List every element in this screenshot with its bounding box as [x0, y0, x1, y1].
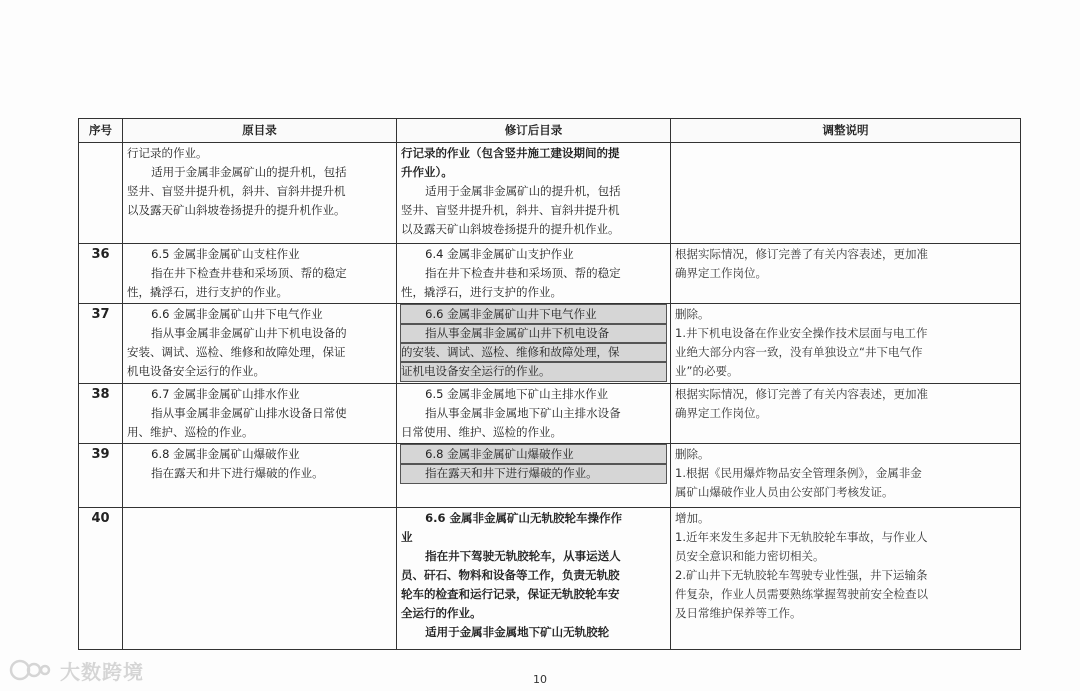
- note-cell: [671, 244, 1021, 304]
- text-line: 适用于金属非金属矿山的提升机，包括: [425, 184, 621, 198]
- table-row: [79, 384, 1021, 444]
- text-line: 行记录的作业（包含竖井施工建设期间的提: [401, 146, 620, 160]
- text-line: 增加。: [675, 511, 710, 525]
- header-note: 调整说明: [671, 119, 1021, 143]
- row-number: 37: [79, 304, 123, 384]
- revised-cell: [397, 508, 671, 650]
- text-line: 员、矸石、物料和设备等工作，负责无轨胶: [401, 568, 620, 582]
- note-cell: [671, 304, 1021, 384]
- table-row: [79, 304, 1021, 384]
- catalog-table: [78, 118, 1021, 650]
- table-row: [79, 244, 1021, 304]
- text-line: 日常使用、维护、巡检的作业。: [401, 425, 562, 439]
- revised-cell: [397, 384, 671, 444]
- highlighted-line: 6.8 金属非金属矿山爆破作业: [401, 445, 666, 464]
- revised-cell: [397, 444, 671, 508]
- text-line: 删除。: [675, 307, 710, 321]
- text-line: 升作业）。: [401, 165, 453, 179]
- text-line: 件复杂，作业人员需要熟练掌握驾驶前安全检查以: [675, 587, 928, 601]
- text-line: 性，撬浮石，进行支护的作业。: [127, 285, 288, 299]
- text-line: 业: [401, 530, 413, 544]
- text-line: 性，撬浮石，进行支护的作业。: [401, 285, 562, 299]
- original-cell: [123, 384, 397, 444]
- text-line: 指从事金属非金属矿山井下机电设备的: [151, 326, 347, 340]
- text-line: 全运行的作业。: [401, 606, 482, 620]
- text-line: 竖井、盲竖井提升机，斜井、盲斜井提升机: [401, 203, 620, 217]
- revised-cell: [397, 143, 671, 244]
- text-line: 确界定工作岗位。: [675, 266, 767, 280]
- original-cell: [123, 304, 397, 384]
- row-number: 39: [79, 444, 123, 508]
- text-line: 用、维护、巡检的作业。: [127, 425, 254, 439]
- note-cell: [671, 508, 1021, 650]
- table-header-row: [79, 119, 1021, 143]
- text-line: 适用于金属非金属矿山的提升机，包括: [151, 165, 347, 179]
- row-number: [79, 143, 123, 244]
- text-line: 6.4 金属非金属矿山支护作业: [425, 247, 574, 261]
- header-revised: 修订后目录: [397, 119, 671, 143]
- header-original: 原目录: [123, 119, 397, 143]
- note-cell: [671, 444, 1021, 508]
- text-line: 指在井下驾驶无轨胶轮车，从事运送人: [425, 549, 621, 563]
- header-num: 序号: [79, 119, 123, 143]
- text-line: 删除。: [675, 447, 710, 461]
- text-line: 1.井下机电设备在作业安全操作技术层面与电工作: [675, 326, 928, 340]
- row-number: 38: [79, 384, 123, 444]
- text-line: 2.矿山井下无轨胶轮车驾驶专业性强，井下运输条: [675, 568, 928, 582]
- note-cell: [671, 384, 1021, 444]
- original-cell: [123, 444, 397, 508]
- text-line: 6.5 金属非金属地下矿山主排水作业: [425, 387, 609, 401]
- text-line: 确界定工作岗位。: [675, 406, 767, 420]
- row-number: 36: [79, 244, 123, 304]
- text-line: 属矿山爆破作业人员由公安部门考核发证。: [675, 485, 894, 499]
- text-line: 及日常维护保养等工作。: [675, 606, 802, 620]
- text-line: 业”的必要。: [675, 364, 739, 378]
- text-line: 指在井下检查井巷和采场顶、帮的稳定: [151, 266, 347, 280]
- highlighted-line: 指从事金属非金属矿山井下机电设备: [401, 324, 666, 343]
- text-line: 竖井、盲竖井提升机，斜井、盲斜井提升机: [127, 184, 346, 198]
- text-line: 6.5 金属非金属矿山支柱作业: [151, 247, 300, 261]
- text-line: 6.6 金属非金属矿山无轨胶轮车操作作: [425, 511, 623, 525]
- text-line: 6.8 金属非金属矿山爆破作业: [151, 447, 300, 461]
- original-cell: [123, 244, 397, 304]
- text-line: 轮车的检查和运行记录，保证无轨胶轮车安: [401, 587, 620, 601]
- text-line: 行记录的作业。: [127, 146, 208, 160]
- highlighted-line: 证机电设备安全运行的作业。: [401, 362, 666, 381]
- text-line: 安装、调试、巡检、维修和故障处理，保证: [127, 345, 346, 359]
- text-line: 以及露天矿山斜坡卷扬提升的提升机作业。: [401, 222, 620, 236]
- highlighted-line: 指在露天和井下进行爆破的作业。: [401, 464, 666, 483]
- watermark-text: 大数跨境: [60, 659, 144, 684]
- table-row: [79, 143, 1021, 244]
- text-line: 指从事金属非金属地下矿山主排水设备: [425, 406, 621, 420]
- text-line: 6.7 金属非金属矿山排水作业: [151, 387, 300, 401]
- page-number: 10: [533, 673, 547, 686]
- text-line: 6.6 金属非金属矿山井下电气作业: [151, 307, 323, 321]
- original-cell: [123, 143, 397, 244]
- revised-cell: [397, 244, 671, 304]
- table-row: [79, 444, 1021, 508]
- text-line: 以及露天矿山斜坡卷扬提升的提升机作业。: [127, 203, 346, 217]
- revised-cell: [397, 304, 671, 384]
- text-line: 1.根据《民用爆炸物品安全管理条例》，金属非金: [675, 466, 922, 480]
- text-line: 1.近年来发生多起井下无轨胶轮车事故，与作业人: [675, 530, 928, 544]
- note-cell: [671, 143, 1021, 244]
- text-line: 指从事金属非金属矿山排水设备日常使: [151, 406, 347, 420]
- text-line: 机电设备安全运行的作业。: [127, 364, 265, 378]
- text-line: 员安全意识和能力密切相关。: [675, 549, 825, 563]
- text-line: 业绝大部分内容一致，没有单独设立“井下电气作: [675, 345, 923, 359]
- text-line: 指在井下检查井巷和采场顶、帮的稳定: [425, 266, 621, 280]
- text-line: 根据实际情况，修订完善了有关内容表述，更加准: [675, 247, 928, 261]
- original-cell: [123, 508, 397, 650]
- highlighted-line: 的安装、调试、巡检、维修和故障处理，保: [401, 343, 666, 362]
- table-row: [79, 508, 1021, 650]
- text-line: 根据实际情况，修订完善了有关内容表述，更加准: [675, 387, 928, 401]
- text-line: 适用于金属非金属地下矿山无轨胶轮: [425, 625, 610, 639]
- text-line: 指在露天和井下进行爆破的作业。: [151, 466, 324, 480]
- row-number: 40: [79, 508, 123, 650]
- highlighted-line: 6.6 金属非金属矿山井下电气作业: [401, 305, 666, 324]
